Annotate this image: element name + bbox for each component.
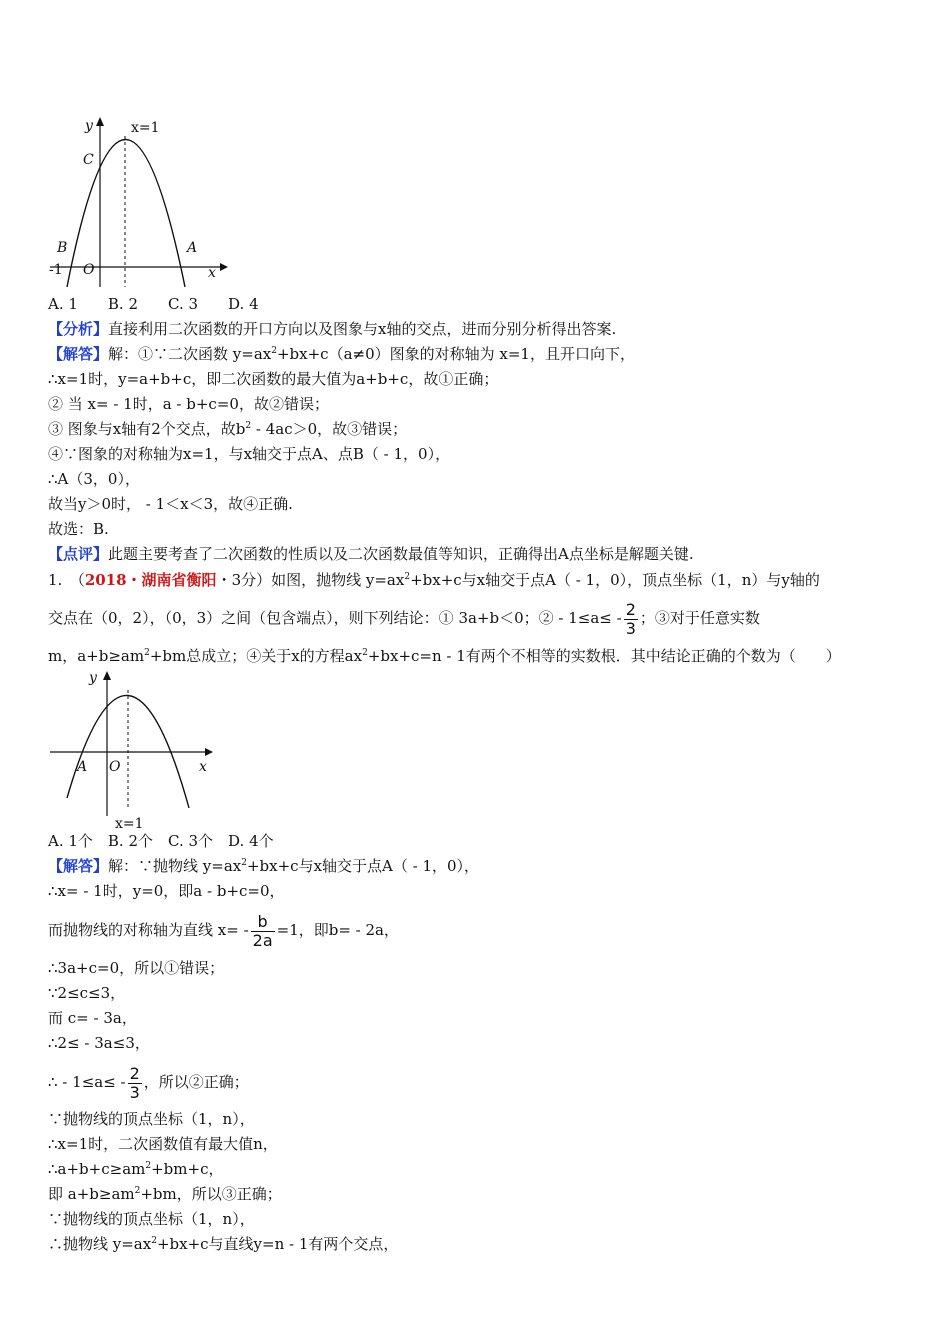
y-label: y <box>89 670 97 686</box>
c-label: C <box>83 152 94 168</box>
y-axis-arrow <box>103 671 111 680</box>
question-line-1: 1. （2018・湖南省衡阳・3分）如图，抛物线 $y=ax^2+bx+c$与x轴交于点A（ - 1，0），顶点坐标（1，n）与y轴的 <box>48 571 820 589</box>
x-axis-arrow <box>220 263 228 271</box>
solution-1-line-6: ∴A（3，0）， <box>48 470 140 488</box>
axis-label: x=1 <box>131 120 160 136</box>
solution-tag: 【解答】 <box>48 345 109 363</box>
fraction-two-thirds: $\frac{2}{3}$ <box>625 599 636 638</box>
fraction-b-over-2a: $\frac{b}{2a}$ <box>252 911 273 950</box>
solution-1-line-1: 【解答】解：①∵二次函数 $y=ax^2+bx+c(a\ne 0)$图象的对称轴为 x=1，且开口向下， <box>48 345 635 363</box>
b-label: B <box>57 240 68 256</box>
y-label: y <box>85 118 93 134</box>
solution-2-line-8: ∴ - 1≤a≤ - $\frac{2}{3}$ ，所以②正确； <box>48 1063 249 1102</box>
minus-one-label: -1 <box>49 262 63 278</box>
x-axis-arrow <box>205 748 213 756</box>
review-line: 【点评】此题主要考查了二次函数的性质以及二次函数最值等知识，正确得出A点坐标是解题关键. <box>48 545 694 563</box>
solution-2-line-6: 而 c= - 3a， <box>48 1009 137 1027</box>
solution-2-line-1: 【解答】解：∵抛物线 $y=ax^2+bx+c$与x轴交于点A（ - 1，0）， <box>48 857 480 875</box>
solution-tag: 【解答】 <box>48 857 109 875</box>
parabola-figure-2 <box>45 668 225 833</box>
solution-2-line-4: ∴3a+c=0，所以①错误； <box>48 959 225 977</box>
solution-1-line-8: 故选：B. <box>48 520 109 538</box>
analysis-line: 【分析】直接利用二次函数的开口方向以及图象与x轴的交点，进而分别分析得出答案. <box>48 320 617 338</box>
review-tag: 【点评】 <box>48 545 109 563</box>
x-label: x <box>208 265 216 281</box>
y-axis-arrow <box>96 117 104 126</box>
question-line-3: m，$a+b\ge am^2+bm$总成立；④关于x的方程$ax^2+bx+c=n - 1$有两个不相等的实数根．其中结论正确的个数为（ ） <box>48 647 841 665</box>
solution-2-line-3: 而抛物线的对称轴为直线 x= - $\frac{b}{2a}$ =1，即b= - 2a， <box>48 911 399 950</box>
parabola-figure-1 <box>45 112 245 297</box>
solution-2-line-5: ∵2≤c≤3， <box>48 984 126 1002</box>
x-label: x <box>199 759 207 775</box>
solution-2-line-11: $\therefore a+b+c\ge am^2+bm+c$， <box>48 1160 224 1178</box>
solution-1-line-2: ∴x=1时，y=a+b+c，即二次函数的最大值为a+b+c，故①正确； <box>48 370 499 388</box>
solution-2-line-2: ∴x= - 1时，y=0，即a - b+c=0， <box>48 882 285 900</box>
analysis-tag: 【分析】 <box>48 320 109 338</box>
choices-1: A. 1 B. 2 C. 3 D. 4 <box>48 295 259 313</box>
fraction-two-thirds-2: $\frac{2}{3}$ <box>129 1063 140 1102</box>
a-label: A <box>77 759 88 775</box>
question-line-2: 交点在（0，2），（0，3）之间（包含端点），则下列结论：① 3a+b＜0；② - 1≤a≤ - $\frac{2}{3}$ ；③对于任意实数 <box>48 599 760 638</box>
solution-2-line-12: 即 $a+b\ge am^2+bm$，所以③正确； <box>48 1185 282 1203</box>
solution-1-line-7: 故当y＞0时， - 1＜x＜3，故④正确. <box>48 495 293 513</box>
question-source: 2018・湖南省衡阳 <box>84 571 217 589</box>
choices-2: A. 1个 B. 2个 C. 3个 D. 4个 <box>48 832 274 850</box>
solution-1-line-3: ② 当 x= - 1时，a - b+c=0，故②错误； <box>48 395 329 413</box>
solution-1-line-5: ④∵图象的对称轴为x=1，与x轴交于点A、点B（ - 1，0）， <box>48 445 451 463</box>
origin-label: O <box>109 759 121 775</box>
solution-2-line-10: ∴x=1时，二次函数值有最大值n， <box>48 1135 278 1153</box>
axis-label: x=1 <box>115 816 144 832</box>
solution-2-line-9: ∵抛物线的顶点坐标（1，n）， <box>48 1110 255 1128</box>
solution-1-line-4: ③ 图象与x轴有2个交点，故$b^2 - 4ac>0$，故③错误； <box>48 420 408 438</box>
solution-2-line-14: ∴抛物线 $y=ax^2+bx+c$与直线y=n - 1有两个交点， <box>48 1235 399 1253</box>
solution-2-line-7: ∴2≤ - 3a≤3， <box>48 1034 150 1052</box>
origin-label: O <box>83 262 95 278</box>
solution-2-line-13: ∵抛物线的顶点坐标（1，n）， <box>48 1210 255 1228</box>
a-label: A <box>187 240 198 256</box>
